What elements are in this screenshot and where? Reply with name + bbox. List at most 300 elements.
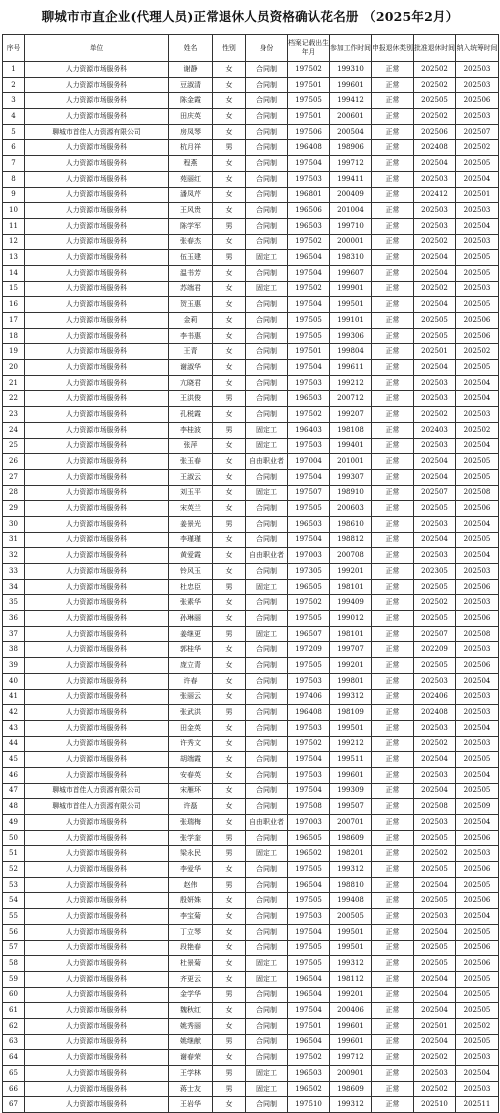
table-cell: 杜忠臣 — [169, 579, 213, 595]
table-cell: 199207 — [330, 407, 372, 423]
table-cell: 202507 — [456, 124, 499, 140]
table-cell: 199312 — [330, 956, 372, 972]
table-cell: 段艳春 — [169, 940, 213, 956]
table-cell: 200701 — [330, 815, 372, 831]
table-cell: 女 — [213, 375, 246, 391]
table-cell: 202505 — [456, 469, 499, 485]
table-row — [3, 830, 499, 846]
table-cell: 男 — [213, 250, 246, 266]
table-cell: 197209 — [288, 642, 330, 658]
table-row — [3, 1018, 499, 1034]
table-cell: 202506 — [456, 830, 499, 846]
table-cell: 许秀文 — [169, 736, 213, 752]
table-cell: 202503 — [456, 595, 499, 611]
table-cell: 199507 — [330, 799, 372, 815]
table-row — [3, 689, 499, 705]
table-cell: 202502 — [414, 846, 456, 862]
table-cell: 聊城市首佳人力资源有限公司 — [25, 124, 169, 140]
table-cell: 合同制 — [246, 799, 288, 815]
table-cell: 46 — [3, 767, 25, 783]
table-cell: 202504 — [456, 720, 499, 736]
table-cell: 199212 — [330, 736, 372, 752]
table-cell: 202503 — [456, 234, 499, 250]
table-cell: 正常 — [372, 93, 414, 109]
table-cell: 197504 — [288, 360, 330, 376]
table-cell: 正常 — [372, 469, 414, 485]
table-cell: 7 — [3, 156, 25, 172]
table-cell: 202502 — [456, 140, 499, 156]
table-cell: 自由职业者 — [246, 548, 288, 564]
table-cell: 197505 — [288, 940, 330, 956]
table-cell: 合同制 — [246, 1050, 288, 1066]
table-row — [3, 454, 499, 470]
table-cell: 人力资源市场服务科 — [25, 548, 169, 564]
table-cell: 正常 — [372, 956, 414, 972]
table-cell: 正常 — [372, 250, 414, 266]
table-cell: 正常 — [372, 987, 414, 1003]
table-cell: 男 — [213, 626, 246, 642]
table-cell: 苏端君 — [169, 281, 213, 297]
table-cell: 196504 — [288, 971, 330, 987]
table-cell: 人力资源市场服务科 — [25, 987, 169, 1003]
table-cell: 女 — [213, 971, 246, 987]
table-cell: 男 — [213, 422, 246, 438]
table-cell: 202511 — [456, 1097, 499, 1113]
table-cell: 198310 — [330, 250, 372, 266]
table-cell: 女 — [213, 1018, 246, 1034]
table-cell: 199601 — [330, 77, 372, 93]
table-row — [3, 375, 499, 391]
table-cell: 女 — [213, 438, 246, 454]
table-cell: 202505 — [414, 611, 456, 627]
table-cell: 57 — [3, 940, 25, 956]
table-cell: 合同制 — [246, 924, 288, 940]
table-cell: 姚继献 — [169, 1034, 213, 1050]
table-cell: 正常 — [372, 767, 414, 783]
table-cell: 197502 — [288, 1050, 330, 1066]
table-cell: 男 — [213, 1066, 246, 1082]
table-cell: 25 — [3, 438, 25, 454]
table-cell: 陈学军 — [169, 218, 213, 234]
table-cell: 张学奎 — [169, 830, 213, 846]
table-cell: 197503 — [288, 438, 330, 454]
table-cell: 人力资源市场服务科 — [25, 862, 169, 878]
table-cell: 51 — [3, 846, 25, 862]
table-row — [3, 62, 499, 78]
table-row — [3, 862, 499, 878]
header-cell: 纳入统筹时间 — [456, 35, 499, 62]
table-cell: 正常 — [372, 375, 414, 391]
table-cell: 40 — [3, 673, 25, 689]
table-cell: 固定工 — [246, 1081, 288, 1097]
table-cell: 202506 — [456, 313, 499, 329]
table-cell: 198810 — [330, 877, 372, 893]
table-cell: 19 — [3, 344, 25, 360]
table-cell: 202501 — [456, 187, 499, 203]
table-header-row — [3, 35, 499, 62]
table-cell: 男 — [213, 830, 246, 846]
table-cell: 202503 — [456, 77, 499, 93]
table-cell: 人力资源市场服务科 — [25, 1066, 169, 1082]
table-cell: 女 — [213, 767, 246, 783]
table-cell: 女 — [213, 328, 246, 344]
table-cell: 正常 — [372, 297, 414, 313]
table-cell: 5 — [3, 124, 25, 140]
table-cell: 198609 — [330, 830, 372, 846]
table-cell: 199306 — [330, 328, 372, 344]
table-cell: 202501 — [414, 1018, 456, 1034]
table-cell: 49 — [3, 815, 25, 831]
table-cell: 正常 — [372, 579, 414, 595]
table-cell: 202504 — [414, 783, 456, 799]
table-cell: 197502 — [288, 736, 330, 752]
table-cell: 197505 — [288, 611, 330, 627]
table-cell: 54 — [3, 893, 25, 909]
table-cell: 202505 — [456, 971, 499, 987]
table-cell: 13 — [3, 250, 25, 266]
table-cell: 202502 — [414, 407, 456, 423]
table-cell: 196408 — [288, 140, 330, 156]
table-cell: 聊城市首佳人力资源有限公司 — [25, 783, 169, 799]
table-cell: 23 — [3, 407, 25, 423]
table-cell: 67 — [3, 1097, 25, 1113]
table-cell: 正常 — [372, 720, 414, 736]
table-cell: 197003 — [288, 548, 330, 564]
table-cell: 王学林 — [169, 1066, 213, 1082]
table-cell: 合同制 — [246, 689, 288, 705]
table-cell: 197507 — [288, 485, 330, 501]
table-cell: 合同制 — [246, 877, 288, 893]
table-cell: 魏秋红 — [169, 1003, 213, 1019]
table-cell: 202504 — [456, 516, 499, 532]
table-cell: 202505 — [456, 156, 499, 172]
table-cell: 正常 — [372, 344, 414, 360]
table-cell: 31 — [3, 532, 25, 548]
table-cell: 女 — [213, 783, 246, 799]
table-cell: 女 — [213, 752, 246, 768]
table-cell: 199310 — [330, 62, 372, 78]
table-cell: 正常 — [372, 736, 414, 752]
table-cell: 女 — [213, 297, 246, 313]
table-cell: 197406 — [288, 689, 330, 705]
table-cell: 人力资源市场服务科 — [25, 846, 169, 862]
table-cell: 人力资源市场服务科 — [25, 391, 169, 407]
table-cell: 202505 — [456, 1003, 499, 1019]
table-cell: 女 — [213, 485, 246, 501]
table-cell: 殷妍姝 — [169, 893, 213, 909]
table-cell: 女 — [213, 454, 246, 470]
table-cell: 固定工 — [246, 956, 288, 972]
table-cell: 正常 — [372, 1018, 414, 1034]
table-cell: 正常 — [372, 485, 414, 501]
table-cell: 6 — [3, 140, 25, 156]
table-cell: 固定工 — [246, 250, 288, 266]
table-cell: 人力资源市场服务科 — [25, 187, 169, 203]
table-cell: 正常 — [372, 328, 414, 344]
table-cell: 人力资源市场服务科 — [25, 909, 169, 925]
table-cell: 202503 — [456, 689, 499, 705]
table-cell: 202507 — [414, 626, 456, 642]
table-cell: 李爱华 — [169, 862, 213, 878]
table-cell: 202502 — [456, 422, 499, 438]
table-cell: 197504 — [288, 469, 330, 485]
table-cell: 11 — [3, 218, 25, 234]
table-cell: 197503 — [288, 673, 330, 689]
table-cell: 197504 — [288, 265, 330, 281]
table-cell: 196502 — [288, 846, 330, 862]
table-cell: 正常 — [372, 940, 414, 956]
table-cell: 女 — [213, 344, 246, 360]
table-cell: 199601 — [330, 1034, 372, 1050]
table-cell: 199501 — [330, 720, 372, 736]
table-cell: 202502 — [414, 736, 456, 752]
table-cell: 202504 — [456, 438, 499, 454]
table-cell: 197503 — [288, 375, 330, 391]
table-cell: 202503 — [414, 720, 456, 736]
table-cell: 9 — [3, 187, 25, 203]
table-cell: 合同制 — [246, 218, 288, 234]
table-cell: 202503 — [414, 673, 456, 689]
table-row — [3, 501, 499, 517]
table-cell: 人力资源市场服务科 — [25, 626, 169, 642]
table-cell: 201004 — [330, 203, 372, 219]
table-cell: 女 — [213, 532, 246, 548]
table-cell: 合同制 — [246, 328, 288, 344]
table-cell: 姚秀丽 — [169, 1018, 213, 1034]
table-cell: 196505 — [288, 579, 330, 595]
table-cell: 女 — [213, 1003, 246, 1019]
table-cell: 197503 — [288, 171, 330, 187]
table-cell: 198910 — [330, 485, 372, 501]
table-cell: 房凤琴 — [169, 124, 213, 140]
table-cell: 赵伟 — [169, 877, 213, 893]
table-cell: 202503 — [456, 109, 499, 125]
table-cell: 人力资源市场服务科 — [25, 407, 169, 423]
table-cell: 199501 — [330, 924, 372, 940]
table-cell: 202506 — [456, 611, 499, 627]
table-cell: 正常 — [372, 218, 414, 234]
table-cell: 199601 — [330, 1018, 372, 1034]
table-cell: 8 — [3, 171, 25, 187]
table-cell: 合同制 — [246, 564, 288, 580]
table-cell: 202503 — [414, 438, 456, 454]
table-cell: 男 — [213, 391, 246, 407]
table-cell: 陈金霞 — [169, 93, 213, 109]
table-cell: 199312 — [330, 862, 372, 878]
table-cell: 女 — [213, 93, 246, 109]
table-row — [3, 658, 499, 674]
table-cell: 197504 — [288, 532, 330, 548]
table-cell: 197510 — [288, 1097, 330, 1113]
table-cell: 张素华 — [169, 595, 213, 611]
table-cell: 202504 — [414, 265, 456, 281]
table-cell: 198610 — [330, 516, 372, 532]
table-row — [3, 642, 499, 658]
table-cell: 正常 — [372, 846, 414, 862]
table-cell: 38 — [3, 642, 25, 658]
table-cell: 人力资源市场服务科 — [25, 516, 169, 532]
table-row — [3, 422, 499, 438]
table-cell: 202506 — [456, 579, 499, 595]
table-cell: 199409 — [330, 595, 372, 611]
table-cell: 202502 — [456, 344, 499, 360]
table-cell: 199501 — [330, 940, 372, 956]
table-cell: 197305 — [288, 564, 330, 580]
table-cell: 正常 — [372, 595, 414, 611]
table-cell: 202505 — [414, 579, 456, 595]
table-cell: 63 — [3, 1034, 25, 1050]
table-cell: 199201 — [330, 658, 372, 674]
table-cell: 人力资源市场服务科 — [25, 564, 169, 580]
table-cell: 人力资源市场服务科 — [25, 940, 169, 956]
table-cell: 33 — [3, 564, 25, 580]
table-cell: 女 — [213, 62, 246, 78]
table-cell: 正常 — [372, 124, 414, 140]
table-row — [3, 611, 499, 627]
table-row — [3, 579, 499, 595]
table-cell: 女 — [213, 595, 246, 611]
header-cell: 申报退休类别 — [372, 35, 414, 62]
table-cell: 人力资源市场服务科 — [25, 109, 169, 125]
table-cell: 202505 — [414, 658, 456, 674]
table-cell: 女 — [213, 720, 246, 736]
table-cell: 人力资源市场服务科 — [25, 705, 169, 721]
table-cell: 合同制 — [246, 344, 288, 360]
table-cell: 4 — [3, 109, 25, 125]
retiree-table — [2, 34, 499, 1113]
table-cell: 45 — [3, 752, 25, 768]
table-cell: 苑丽红 — [169, 171, 213, 187]
table-cell: 正常 — [372, 1066, 414, 1082]
table-cell: 人力资源市场服务科 — [25, 93, 169, 109]
table-cell: 女 — [213, 407, 246, 423]
table-cell: 正常 — [372, 673, 414, 689]
table-cell: 刘玉平 — [169, 485, 213, 501]
table-cell: 人力资源市场服务科 — [25, 140, 169, 156]
table-cell: 197502 — [288, 595, 330, 611]
table-cell: 合同制 — [246, 736, 288, 752]
table-row — [3, 971, 499, 987]
table-cell: 202504 — [414, 360, 456, 376]
table-cell: 王淑云 — [169, 469, 213, 485]
table-cell: 正常 — [372, 360, 414, 376]
table-row — [3, 203, 499, 219]
table-cell: 202209 — [414, 642, 456, 658]
table-cell: 198108 — [330, 422, 372, 438]
table-cell: 197504 — [288, 924, 330, 940]
table-cell: 56 — [3, 924, 25, 940]
table-cell: 202504 — [414, 1003, 456, 1019]
table-cell: 固定工 — [246, 971, 288, 987]
table-cell: 正常 — [372, 422, 414, 438]
table-cell: 27 — [3, 469, 25, 485]
table-cell: 200406 — [330, 1003, 372, 1019]
table-cell: 女 — [213, 77, 246, 93]
table-cell: 30 — [3, 516, 25, 532]
table-cell: 正常 — [372, 62, 414, 78]
table-cell: 男 — [213, 987, 246, 1003]
table-cell: 202505 — [414, 830, 456, 846]
table-cell: 202504 — [456, 548, 499, 564]
table-cell: 正常 — [372, 1081, 414, 1097]
table-cell: 199607 — [330, 265, 372, 281]
table-cell: 197504 — [288, 1003, 330, 1019]
table-cell: 人力资源市场服务科 — [25, 579, 169, 595]
table-row — [3, 815, 499, 831]
table-cell: 男 — [213, 1034, 246, 1050]
table-cell: 人力资源市场服务科 — [25, 265, 169, 281]
table-row — [3, 516, 499, 532]
table-cell: 12 — [3, 234, 25, 250]
table-cell: 53 — [3, 877, 25, 893]
table-cell: 人力资源市场服务科 — [25, 1034, 169, 1050]
table-cell: 人力资源市场服务科 — [25, 156, 169, 172]
table-cell: 199401 — [330, 438, 372, 454]
table-cell: 196503 — [288, 218, 330, 234]
table-cell: 197505 — [288, 93, 330, 109]
table-cell: 37 — [3, 626, 25, 642]
table-cell: 197501 — [288, 77, 330, 93]
table-cell: 47 — [3, 783, 25, 799]
table-cell: 合同制 — [246, 909, 288, 925]
header-cell: 姓名 — [169, 35, 213, 62]
table-cell: 人力资源市场服务科 — [25, 767, 169, 783]
table-cell: 杜景菊 — [169, 956, 213, 972]
table-cell: 197501 — [288, 109, 330, 125]
table-cell: 64 — [3, 1050, 25, 1066]
table-cell: 庞立青 — [169, 658, 213, 674]
table-cell: 197505 — [288, 501, 330, 517]
table-cell: 人力资源市场服务科 — [25, 956, 169, 972]
table-cell: 人力资源市场服务科 — [25, 485, 169, 501]
table-cell: 人力资源市场服务科 — [25, 469, 169, 485]
table-cell: 197505 — [288, 862, 330, 878]
table-cell: 男 — [213, 140, 246, 156]
table-cell: 202505 — [414, 313, 456, 329]
table-cell: 16 — [3, 297, 25, 313]
table-cell: 202505 — [456, 1034, 499, 1050]
table-cell: 196503 — [288, 391, 330, 407]
table-cell: 41 — [3, 689, 25, 705]
table-cell: 合同制 — [246, 203, 288, 219]
table-cell: 18 — [3, 328, 25, 344]
table-cell: 202503 — [456, 1081, 499, 1097]
table-cell: 人力资源市场服务科 — [25, 1097, 169, 1113]
table-cell: 198112 — [330, 971, 372, 987]
table-cell: 202504 — [414, 156, 456, 172]
table-cell: 人力资源市场服务科 — [25, 328, 169, 344]
table-cell: 女 — [213, 124, 246, 140]
table-cell: 35 — [3, 595, 25, 611]
table-cell: 合同制 — [246, 1018, 288, 1034]
table-cell: 人力资源市场服务科 — [25, 344, 169, 360]
table-cell: 202505 — [456, 532, 499, 548]
table-cell: 正常 — [372, 156, 414, 172]
table-cell: 合同制 — [246, 705, 288, 721]
table-cell: 202505 — [414, 862, 456, 878]
table-cell: 197508 — [288, 799, 330, 815]
table-cell: 正常 — [372, 830, 414, 846]
table-cell: 人力资源市场服务科 — [25, 658, 169, 674]
table-row — [3, 924, 499, 940]
table-cell: 人力资源市场服务科 — [25, 720, 169, 736]
table-cell: 人力资源市场服务科 — [25, 454, 169, 470]
table-row — [3, 956, 499, 972]
table-cell: 197505 — [288, 328, 330, 344]
table-cell: 202504 — [414, 924, 456, 940]
table-cell: 合同制 — [246, 313, 288, 329]
table-cell: 202506 — [456, 893, 499, 909]
